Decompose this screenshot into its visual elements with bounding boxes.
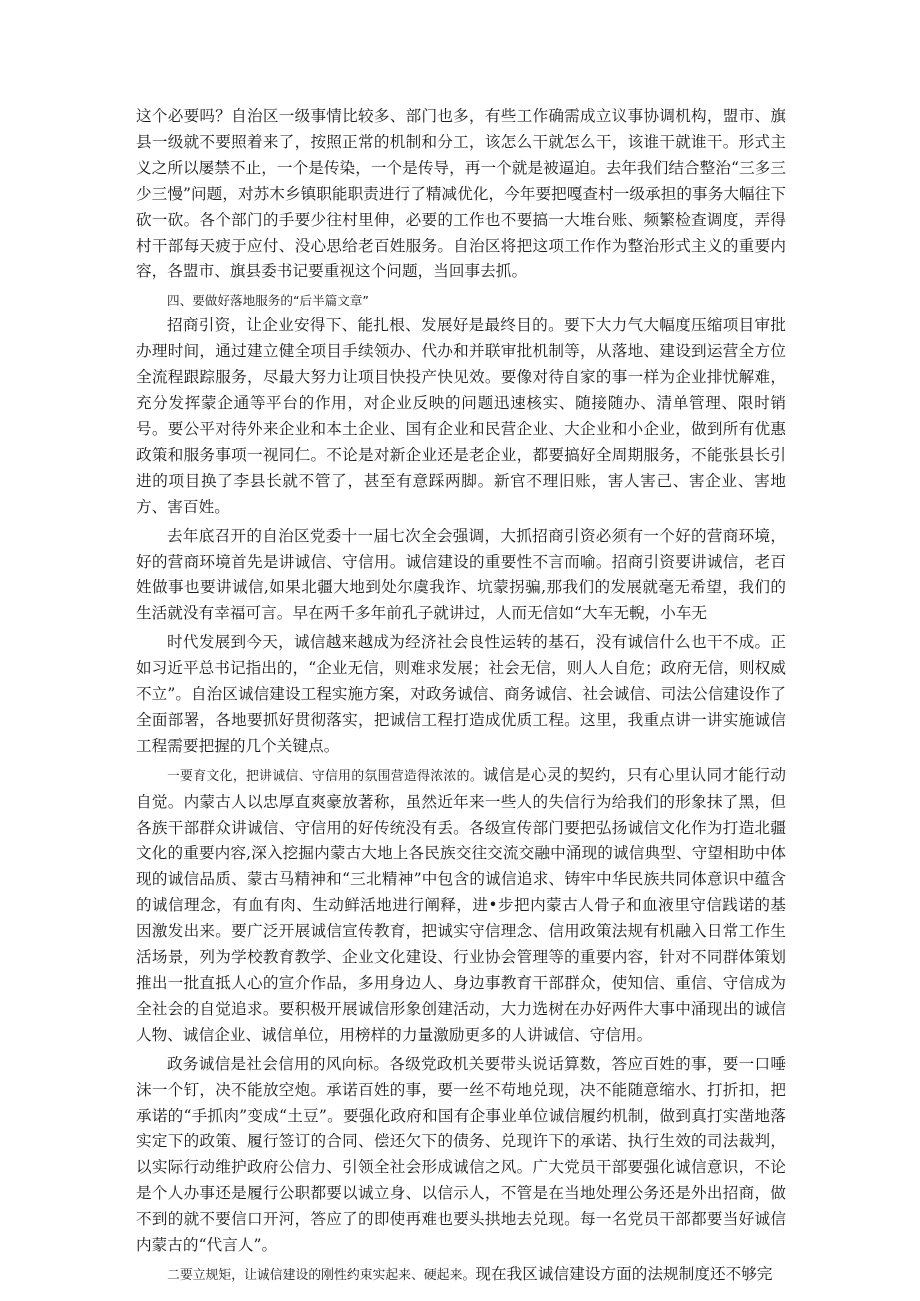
paragraph-4: 时代发展到今天，诚信越来越成为经济社会良性运转的基石，没有诚信什么也干不成。正如习近平总书记指出的，“企业无信，则难求发展；社会无信，则人人自危；政府无信，则权威不立”。自治区诚信建设工程实施方案，对政务诚信、商务诚信、社会诚信、司法公信建设作了全面部署，各地要抓好贯彻落实，把诚信工程打造成优质工程。这里，我重点讲一讲实施诚信工程需要把握的几个关键点。 — [136, 633, 786, 755]
paragraph-6: 政务诚信是社会信用的风向标。各级党政机关要带头说话算数，答应百姓的事，要一口唾沫一个钉，决不能放空炮。承诺百姓的事，要一丝不苟地兑现，决不能随意缩水、打折扣，把承诺的“手抓肉”变成“土豆”。要强化政府和国有企事业单位诚信履约机制，做到真打实凿地落实定下的政策、履行签订的合同、偿还欠下的债务、兑现许下的承诺、执行生效的司法裁判，以实际行动维护政府公信力、引领全社会形成诚信之风。广大党员干部要强化诚信意识，不论是个人办事还是履行公职都要以诚立身、以信示人，不管是在当地处理公务还是外出招商，做不到的就不要信口开河，答应了的即使再难也要头拱地去兑现。每一名党员干部都要当好诚信内蒙古的“代言人”。 — [136, 1054, 786, 1255]
paragraph-7-lead: 二要立规矩，让诚信建设的刚性约束实起来、硬起来。 — [167, 1267, 476, 1283]
paragraph-7-body: 现在我区诚信建设方面的法规制度还不够完 — [475, 1264, 773, 1283]
paragraph-5 — [136, 763, 786, 1049]
paragraph-7 — [136, 1262, 786, 1289]
paragraph-5-lead: 一要育文化，把讲诚信、守信用的氛围营造得浓浓的。 — [167, 768, 484, 784]
paragraph-1: 这个必要吗？自治区一级事情比较多、部门也多，有些工作确需成立议事协调机构，盟市、旗县一级就不要照着来了，按照正常的机制和分工，该怎么干就怎么干，该谁干就谁干。形式主义之所以屡禁不止，一个是传染，一个是传导，再一个就是被逼迫。去年我们结合整治“三多三少三慢”问题，对苏木乡镇职能职责进行了精减优化，今年要把嘎查村一级承担的事务大幅往下砍一砍。各个部门的手要少往村里伸，必要的工作也不要搞一大堆台账、频繁检查调度，弄得村干部每天疲于应付、没心思给老百姓服务。自治区将把这项工作作为整治形式主义的重要内容，各盟市、旗县委书记要重视这个问题，当回事去抓。 — [136, 107, 786, 281]
paragraph-2: 招商引资，让企业安得下、能扎根、发展好是最终目的。要下大力气大幅度压缩项目审批办理时间，通过建立健全项目手续领办、代办和并联审批机制等，从落地、建设到运营全方位全流程跟踪服务，尽最大努力让项目快投产快见效。要像对待自家的事一样为企业排忧解难，充分发挥蒙企通等平台的作用，对企业反映的问题迅速核实、随接随办、清单管理、限时销号。要公平对待外来企业和本土企业、国有企业和民营企业、大企业和小企业，做到所有优惠政策和服务事项一视同仁。不论是对新企业还是老企业，都要搞好全周期服务，不能张县长引进的项目换了李县长就不管了，甚至有意踩两脚。新官不理旧账，害人害己、害企业、害地方、害百姓。 — [136, 316, 786, 516]
section-heading-4: 四、要做好落地服务的“后半篇文章” — [167, 293, 369, 309]
paragraph-5-body: 诚信是心灵的契约，只有心里认同才能行动自觉。内蒙古人以忠厚直爽豪放著称，虽然近年来一些人的失信行为给我们的形象抹了黑，但各族干部群众讲诚信、守信用的好传统没有丢。各级宣传部门要把弘扬诚信文化作为打造北疆文化的重要内容,深入挖掘内蒙古大地上各民族交往交流交融中涌现的诚信典型、守望相助中体现的诚信品质、蒙古马精神和“三北精神”中包含的诚信追求、铸牢中华民族共同体意识中蕴含的诚信理念，有血有肉、生动鲜活地进行阐释，进•步把内蒙古人骨子和血液里守信践诺的基因激发出来。要广泛开展诚信宣传教育，把诚实守信理念、信用政策法规有机融入日常工作生活场景，列为学校教育教学、企业文化建设、行业协会管理等的重要内容，针对不同群体策划推出一批直抵人心的宣介作品，多用身边人、身边事教育干部群众，使知信、重信、守信成为全社会的自觉追求。要积极开展诚信形象创建活动，大力选树在办好两件大事中涌现出的诚信人物、诚信企业、诚信单位，用榜样的力量激励更多的人讲诚信、守信用。 — [136, 765, 787, 1044]
document-page — [136, 104, 786, 1289]
paragraph-3: 去年底召开的自治区党委十一届七次全会强调，大抓招商引资必须有一个好的营商环境，好的营商环境首先是讲诚信、守信用。诚信建设的重要性不言而喻。招商引资要讲诚信，老百姓做事也要讲诚信,如果北疆大地到处尔虞我诈、坑蒙拐骗,那我们的发展就毫无希望，我们的生活就没有幸福可言。早在两千多年前孔子就讲过，人而无信如“大车无輗，小车无 — [136, 526, 786, 623]
